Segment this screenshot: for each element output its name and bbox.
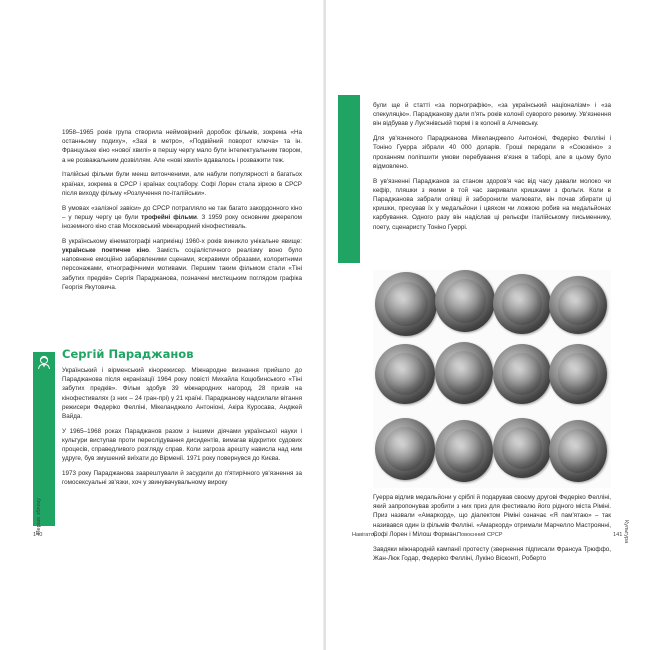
right-top-column (373, 101, 611, 237)
paragraph (62, 204, 302, 232)
left-top-column (62, 128, 302, 298)
medallion-image (375, 272, 437, 336)
medallions-photo (373, 270, 611, 488)
medallion-image (435, 270, 495, 332)
paragraph: В ув'язненні Параджанов за станом здоров'я час від часу давали молоко чи кефір, пляшки з якими в той час закривали кришками з фольги. Коли в Параджанова забрали олівці й заборонили малювати, він почав збирати ці кришки, пресував їх у медальйони і цвяхом чи ложкою робив на медальйонах карбування. Одного разу він надіслав ці рельєфи італійському письменнику, поету, сценаристу Тоніно Гуеррі. (373, 177, 611, 231)
page-accent-bar (338, 95, 360, 263)
paragraph: 1958–1965 років група створила неймовірний доробок фільмів, зокрема «На останньому подиху», «Зазі в метро», «Подвійний поворот ключа» та ін. Французьке кіно «нової хвилі» в першу чергу мало бути інтелектуальним твором, а не розважальним дозвіллям. Але «нові хвилі» вдавалось і розважити теж. (62, 129, 302, 164)
medallion-image (375, 418, 435, 480)
medallion-image (493, 274, 551, 334)
left-bottom-column (62, 366, 302, 493)
chapter-side-label: Культура (623, 520, 629, 544)
paragraph: 1973 року Параджанова заарештували й засудили до п'ятирічного ув'язнення за гомосексуальні зв'язки, хоч у звинувачувальному вироку (62, 470, 302, 487)
medallion-image (549, 344, 607, 404)
paragraph: Гуерра відлив медальйони у сріблі й подарував своєму другові Федеріко Фелліні, який запропонував зробити з них приз для фестивалю його рідного міста Ріміні. Приз назвали «Амаркорд», що діалектом Ріміні означає «Я пам'ятаю» – так називався один із фільмів Фелліні. «Амаркорд» отримали Марчелло Мастроянні, Софі Лорен і Мілош Форман. (373, 494, 611, 538)
paragraph: Український і вірменський кінорежисер. Міжнародне визнання прийшло до Параджанова після екранізації 1964 року повісті Михайла Коцюбинського «Тіні забутих предків». Фільм здобув 39 міжнародних нагород, 28 призів на кінофестивалях (з них – 24 гран-прі) у 21 країні. Параджанову надсилали вітання режисери Федеріко Фелліні, Мікеланджело Антоніоні, Акіра Куросава, Анджей Вайда. (62, 367, 302, 421)
medallion-image (493, 344, 551, 404)
page-number: 140 (33, 532, 43, 538)
paragraph: Італійські фільми були менш витонченими, але набули популярності в багатьох країнах, зокрема в СРСР і країнах соцтабору. Софі Лорен стала зіркою в СРСР після виходу фільму «Розлучення по-італійськи». (62, 171, 302, 197)
medallion-image (549, 420, 607, 482)
paragraph-text: В українському кінематографі наприкінці 1960-х років виникло унікальне явище: (62, 237, 302, 245)
medallion-image (493, 418, 551, 478)
medallion-image (435, 342, 493, 404)
medallion-image (375, 344, 435, 404)
paragraph: Завдяки міжнародній кампанії протесту (звернення підписали Франсуа Трюффо, Жан-Люк Годар, Федеріко Фелліні, Лукіно Вісконті, Роберто (373, 545, 611, 562)
chapter-side-label: Перше зблизу (36, 498, 42, 535)
footer-section-title: Повоєнний СРСР (457, 532, 503, 538)
paragraph: У 1965–1968 роках Параджанов разом з іншими діячами української науки і культури виступав проти переслідування дисидентів, вимагав відкритих судових процесів, справедливого розгляду справ. Коли загроза арешту нависла над ним удруге, був змушений виїхати до Вірменії. 1971 року повернувся до Києва. (62, 427, 302, 463)
footer-navigator: Навігатор (352, 532, 377, 538)
paragraph-text: В умовах «залізної завіси» до СРСР потрапляло не так багато закордонного кіно – у першу чергу це були (62, 204, 302, 221)
section-heading: Сергій Параджанов (62, 347, 194, 361)
medallion-image (549, 276, 607, 334)
person-portrait-icon (36, 354, 52, 370)
left-page (0, 0, 324, 650)
paragraph-text: . Замість соціалістичного реалізму воно було наповнене емоційно забарвленими сценами, яскравими образами, колоритними персонажами, етнографічними мотивами. Першим таким фільмом стали «Тіні забутих предків» Сергія Параджанова, позначені мистецьким поглядом графіка Георгія Якутовича. (62, 247, 302, 291)
paragraph: були ще й статті «за порнографію», «за український націоналізм» і «за спекуляцію». Параджанову дали п'ять років колонії суворого режиму. Ув'язнення він відбував у Лук'янівській тюрмі і в колонії в Алчевську. (373, 102, 611, 128)
paragraph-text: . З 1959 року основним джерелом іноземного кіно став Московський міжнародний кінофестиваль. (62, 213, 302, 231)
right-page (326, 0, 650, 650)
paragraph (62, 237, 302, 292)
right-bottom-column (373, 493, 611, 569)
page-number: 141 (613, 532, 623, 538)
paragraph: Для ув'язненого Параджанова Мікеланджело Антоніоні, Федеріко Фелліні і Тоніно Гуерра зібрали 40 000 доларів. Гроші передали в «Союзкіно» з проханням поліпшити умови перебування в'язня в таборі, але в цьому було відмовлено. (373, 135, 611, 170)
bold-term: українське поетичне кіно (62, 247, 149, 255)
medallion-image (435, 420, 493, 482)
bold-term: трофейні фільми (141, 213, 197, 221)
